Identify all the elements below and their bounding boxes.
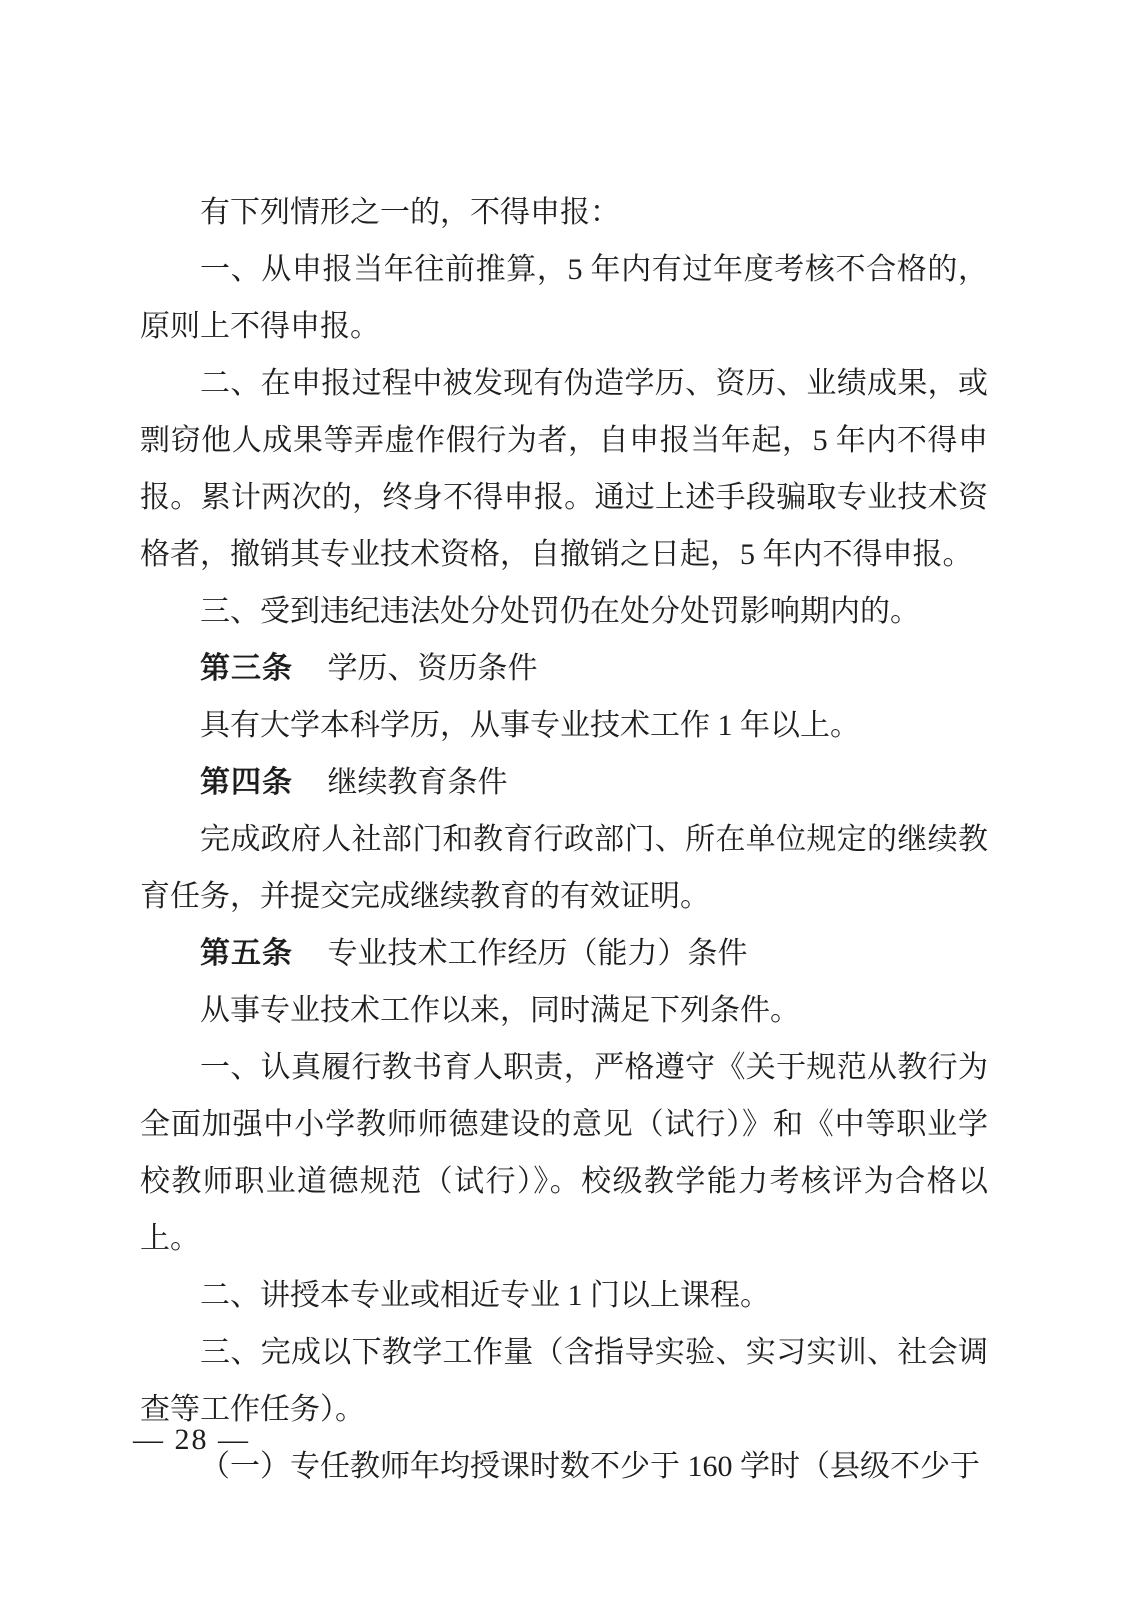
paragraph: 一、认真履行教书育人职责，严格遵守《关于规范从教行为全面加强中小学教师师德建设的意见（试行）》和《中等职业学校教师职业道德规范（试行）》。校级教学能力考核评为合格以上。 — [140, 1051, 988, 1255]
page-number: — 28 — — [133, 1423, 250, 1456]
paragraph: （一）专任教师年均授课时数不少于 160 学时（县级不少于 — [200, 1450, 980, 1483]
article-title: 学历、资历条件 — [327, 652, 538, 685]
paragraph: 完成政府人社部门和教育行政部门、所在单位规定的继续教育任务，并提交完成继续教育的有效证明。 — [140, 823, 988, 913]
article-heading — [140, 754, 988, 811]
article-number: 第三条 — [200, 652, 293, 685]
paragraph: 一、从申报当年往前推算，5 年内有过年度考核不合格的，原则上不得申报。 — [140, 253, 988, 343]
paragraph: 三、受到违纪违法处分处罚仍在处分处罚影响期内的。 — [200, 595, 920, 628]
paragraph: 具有大学本科学历，从事专业技术工作 1 年以上。 — [200, 709, 860, 742]
paragraph: 从事专业技术工作以来，同时满足下列条件。 — [200, 994, 800, 1027]
paragraph: 二、在申报过程中被发现有伪造学历、资历、业绩成果，或剽窃他人成果等弄虚作假行为者，自申报当年起，5 年内不得申报。累计两次的，终身不得申报。通过上述手段骗取专业技术资格者，撤销其专业技术资格，自撤销之日起，5 年内不得申报。 — [140, 367, 988, 571]
article-heading — [140, 640, 988, 697]
article-heading — [140, 925, 988, 982]
article-title: 专业技术工作经历（能力）条件 — [327, 937, 748, 970]
page-footer — [133, 1421, 250, 1459]
paragraph: 三、完成以下教学工作量（含指导实验、实习实训、社会调查等工作任务）。 — [140, 1336, 988, 1426]
paragraph: 二、讲授本专业或相近专业 1 门以上课程。 — [200, 1279, 770, 1312]
article-number: 第五条 — [200, 937, 293, 970]
article-number: 第四条 — [200, 766, 293, 799]
article-title: 继续教育条件 — [327, 766, 508, 799]
document-body — [140, 184, 988, 1495]
paragraph: 有下列情形之一的，不得申报： — [200, 196, 620, 229]
